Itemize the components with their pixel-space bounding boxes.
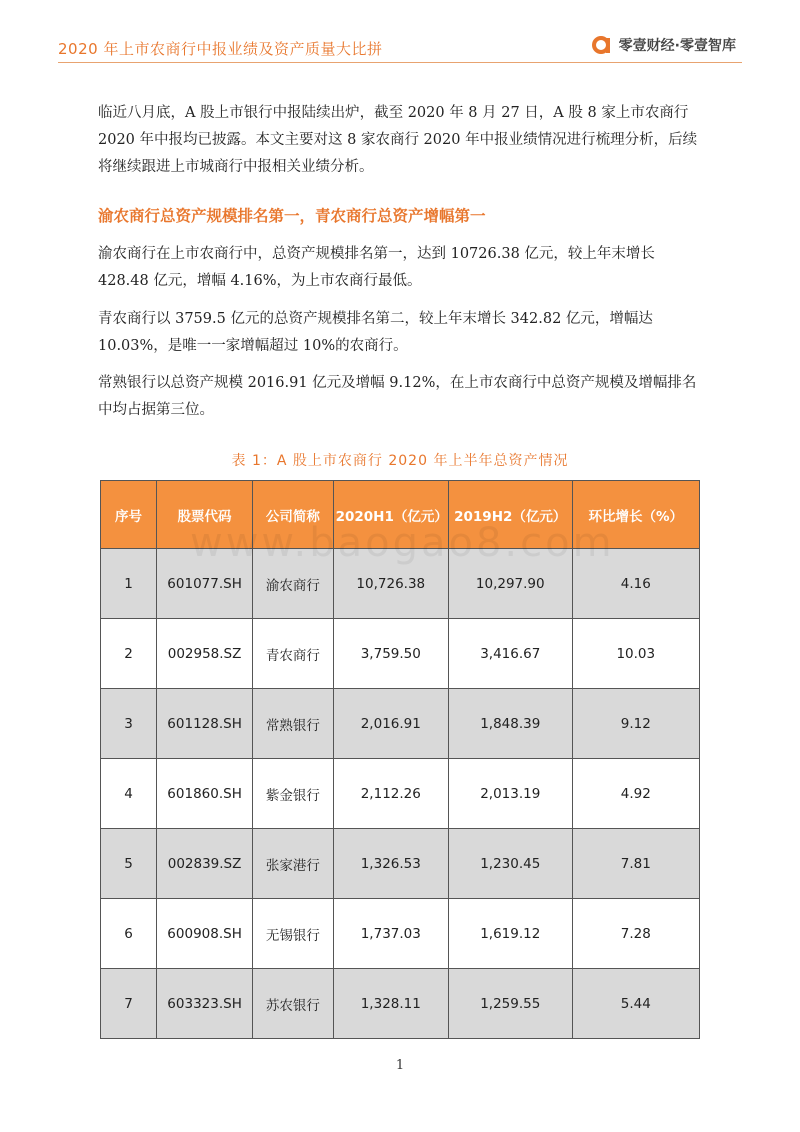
header-name: 公司简称 [253,481,333,549]
cell-2019h2: 10,297.90 [448,549,572,619]
header-seq: 序号 [101,481,157,549]
table-row [101,549,700,619]
cell-growth: 4.92 [572,759,699,829]
cell-2020h1: 1,326.53 [333,829,448,899]
cell-code: 603323.SH [157,969,253,1039]
page-header-title: 2020 年上市农商行中报业绩及资产质量大比拼 [58,40,383,58]
cell-2020h1: 2,112.26 [333,759,448,829]
cell-2020h1: 2,016.91 [333,689,448,759]
cell-2020h1: 10,726.38 [333,549,448,619]
cell-code: 002839.SZ [157,829,253,899]
table-caption: 表 1：A 股上市农商行 2020 年上半年总资产情况 [231,453,569,469]
header-2019h2: 2019H2（亿元） [448,481,572,549]
cell-2019h2: 1,230.45 [448,829,572,899]
cell-code: 601128.SH [157,689,253,759]
paragraph-2: 青农商行以 3759.5 亿元的总资产规模排名第二，较上年末增长 342.82 亿元，增幅达 10.03%，是唯一一家增幅超过 10%的农商行。 [98,311,653,354]
cell-name: 青农商行 [253,619,333,689]
table-row [101,619,700,689]
table-row [101,969,700,1039]
intro-paragraph: 临近八月底，A 股上市银行中报陆续出炉，截至 2020 年 8 月 27 日，A 股 8 家上市农商行 2020 年中报均已披露。本文主要对这 8 家农商行 2020 年中报业绩情况进行梳理分析，后续将继续跟进上市城商行中报相关业绩分析。 [98,105,698,175]
cell-2020h1: 1,737.03 [333,899,448,969]
paragraph-1: 渝农商行在上市农商行中，总资产规模排名第一，达到 10726.38 亿元，较上年末增长 428.48 亿元，增幅 4.16%，为上市农商行最低。 [98,246,655,289]
table-header-row [101,481,700,549]
cell-2020h1: 3,759.50 [333,619,448,689]
brand [591,34,736,56]
cell-growth: 5.44 [572,969,699,1039]
table-row [101,759,700,829]
table-row [101,689,700,759]
section-heading: 渝农商行总资产规模排名第一，青农商行总资产增幅第一 [98,207,486,225]
cell-code: 600908.SH [157,899,253,969]
cell-2019h2: 2,013.19 [448,759,572,829]
cell-seq: 1 [101,549,157,619]
brand-logo-icon [591,34,613,56]
cell-code: 002958.SZ [157,619,253,689]
table-row [101,899,700,969]
cell-name: 张家港行 [253,829,333,899]
header-2020h1: 2020H1（亿元） [333,481,448,549]
cell-name: 无锡银行 [253,899,333,969]
cell-growth: 4.16 [572,549,699,619]
cell-growth: 7.28 [572,899,699,969]
cell-name: 渝农商行 [253,549,333,619]
cell-name: 紫金银行 [253,759,333,829]
cell-seq: 4 [101,759,157,829]
cell-growth: 9.12 [572,689,699,759]
cell-code: 601860.SH [157,759,253,829]
paragraph-3: 常熟银行以总资产规模 2016.91 亿元及增幅 9.12%，在上市农商行中总资产规模及增幅排名中均占据第三位。 [98,375,697,418]
cell-2019h2: 1,259.55 [448,969,572,1039]
cell-seq: 7 [101,969,157,1039]
cell-2020h1: 1,328.11 [333,969,448,1039]
cell-growth: 10.03 [572,619,699,689]
cell-2019h2: 1,848.39 [448,689,572,759]
brand-name: 零壹财经·零壹智库 [618,38,736,54]
header-growth: 环比增长（%） [572,481,699,549]
cell-growth: 7.81 [572,829,699,899]
cell-seq: 3 [101,689,157,759]
header-code: 股票代码 [157,481,253,549]
header-divider [58,62,742,63]
page-number: 1 [395,1058,405,1073]
cell-seq: 6 [101,899,157,969]
cell-name: 苏农银行 [253,969,333,1039]
table-row [101,829,700,899]
cell-2019h2: 1,619.12 [448,899,572,969]
cell-code: 601077.SH [157,549,253,619]
cell-2019h2: 3,416.67 [448,619,572,689]
cell-seq: 2 [101,619,157,689]
cell-seq: 5 [101,829,157,899]
total-assets-table [100,480,700,1039]
cell-name: 常熟银行 [253,689,333,759]
